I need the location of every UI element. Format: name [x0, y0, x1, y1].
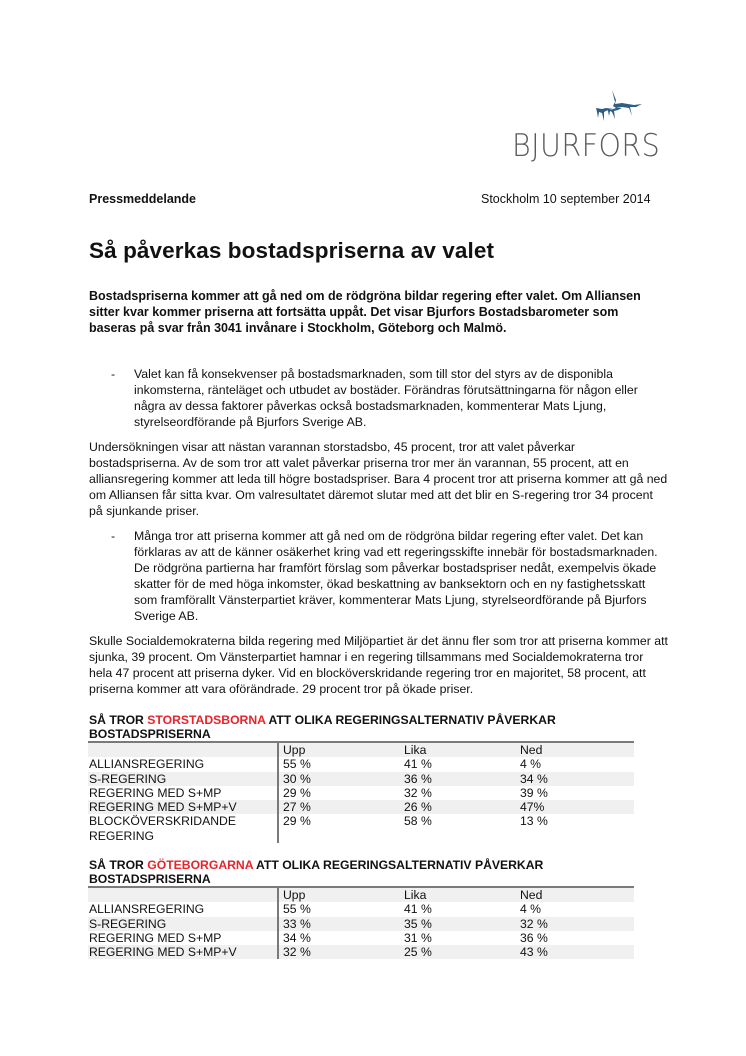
row-label: REGERING MED S+MP — [88, 931, 278, 945]
title-suffix: ATT OLIKA REGERINGSALTERNATIV PÅVERKAR BOSTADSPRISERNA — [89, 713, 556, 741]
header-cell: Upp — [278, 887, 403, 902]
cell-upp: 55 % — [283, 757, 311, 772]
cell-lika: 32 % — [404, 785, 432, 800]
cell-ned: 4 % — [520, 757, 542, 772]
title-prefix: SÅ TROR — [89, 858, 148, 872]
cell-lika: 26 % — [403, 800, 519, 814]
title-suffix: ATT OLIKA REGERINGSALTERNATIV PÅVERKAR BOSTADSPRISERNA — [89, 858, 544, 886]
table-row — [88, 814, 634, 843]
header-cell: Lika — [403, 887, 519, 902]
bullet-dash: - — [111, 529, 116, 543]
row-label: ALLIANSREGERING — [88, 757, 278, 771]
header-cell — [88, 742, 278, 757]
cell-ned: 47% — [519, 800, 634, 814]
cell-lika: 41 % — [404, 757, 432, 772]
cell-upp: 30 % — [278, 772, 403, 786]
cell-ned: 13 % — [520, 814, 548, 829]
table-row — [88, 786, 634, 800]
table-header-row — [88, 887, 634, 902]
title-prefix: SÅ TROR — [89, 713, 148, 727]
bullet-dash: - — [111, 367, 116, 381]
cell-lika: 35 % — [403, 917, 519, 931]
cell-lika: 36 % — [403, 772, 519, 786]
row-label: S-REGERING — [88, 772, 278, 786]
cell-lika: 25 % — [403, 945, 519, 959]
table-row — [88, 800, 634, 814]
table-title — [89, 858, 649, 886]
bullet-text: Många tror att priserna kommer att gå ned om de rödgröna bildar regering efter valet. Det kan förklaras av att de känner osäkerhet kring vad ett regeringsskifte innebär för bostadsmarknaden. De rödgröna partierna har framfört förslag som påverkar bostadspriser nedåt, exempelvis ökade skatter för de med höga inkomster, ökad beskattning av banksektorn och en ny fastighetsskatt som framförallt Vänsterpartiet kräver, kommenterar Mats Ljung, styrelseordförande på Bjurfors Sverige AB. — [134, 529, 658, 623]
row-label: BLOCKÖVERSKRIDANDE REGERING — [88, 814, 278, 843]
survey-table-goteborg — [88, 886, 634, 959]
cell-upp: 33 % — [278, 917, 403, 931]
header-cell: Ned — [519, 742, 634, 757]
title-highlight: STORSTADSBORNA — [147, 713, 266, 727]
bjurfors-logo — [510, 86, 661, 164]
cell-ned: 36 % — [520, 930, 548, 945]
header-cell: Upp — [278, 742, 403, 757]
cell-upp: 29 % — [283, 814, 311, 829]
row-label: REGERING MED S+MP+V — [88, 945, 278, 959]
cell-lika: 31 % — [404, 930, 432, 945]
cell-upp: 55 % — [283, 902, 311, 917]
birds-flying-icon — [592, 88, 654, 126]
cell-lika: 58 % — [404, 814, 432, 829]
table-row — [88, 917, 634, 931]
body-paragraph: Undersökningen visar att nästan varannan storstadsbo, 45 procent, tror att valet påverkar bostadspriserna. Av de som tror att valet påverkar priserna tror mer än varannan, 55 procent, att en alliansregering kommer att leda till högre bostadspriser. Bara 4 procent tror att priserna kommer att gå ned om Alliansen får sitta kvar. Om valresultatet däremot slutar med att det blir en S-regering tror 34 procent på sjunkande priser. — [89, 440, 668, 518]
row-label: REGERING MED S+MP+V — [88, 800, 278, 814]
table-row — [88, 945, 634, 959]
document-type-label: Pressmeddelande — [89, 192, 196, 206]
lead-paragraph: Bostadspriserna kommer att gå ned om de rödgröna bildar regering efter valet. Om Alliansen sitter kvar kommer priserna att fortsätta uppåt. Det visar Bjurfors Bostadsbarometer som baseras på svar från 3041 invånare i Stockholm, Göteborg och Malmö. — [89, 289, 641, 335]
row-label: ALLIANSREGERING — [88, 902, 278, 916]
header-cell: Lika — [403, 742, 519, 757]
cell-lika: 41 % — [404, 902, 432, 917]
cell-ned: 32 % — [519, 917, 634, 931]
quote-bullet — [89, 366, 664, 430]
cell-upp: 27 % — [278, 800, 403, 814]
cell-upp: 34 % — [283, 930, 311, 945]
logo-wordmark: BJURFORS — [512, 128, 661, 164]
row-label: REGERING MED S+MP — [88, 786, 278, 800]
cell-upp: 32 % — [278, 945, 403, 959]
table-row — [88, 772, 634, 786]
table-row — [88, 757, 634, 771]
row-label: S-REGERING — [88, 917, 278, 931]
cell-ned: 43 % — [519, 945, 634, 959]
cell-ned: 4 % — [520, 902, 542, 917]
survey-table-storstad — [88, 741, 634, 843]
table-title — [89, 713, 649, 741]
table-row — [88, 902, 634, 916]
header-cell — [88, 887, 278, 902]
table-header-row — [88, 742, 634, 757]
page-title: Så påverkas bostadspriserna av valet — [89, 238, 495, 263]
place-date: Stockholm 10 september 2014 — [481, 192, 651, 206]
title-highlight: GÖTEBORGARNA — [147, 858, 254, 872]
quote-bullet — [89, 528, 664, 624]
cell-ned: 34 % — [519, 772, 634, 786]
table-row — [88, 931, 634, 945]
bullet-text: Valet kan få konsekvenser på bostadsmarknaden, som till stor del styrs av de disponibla inkomsterna, ränteläget och utbudet av bostäder. Förändras förutsättningarna för någon eller några av dessa faktorer påverkas också bostadsmarknaden, kommenterar Mats Ljung, styrelseordförande på Bjurfors Sverige AB. — [134, 367, 638, 429]
body-paragraph: Skulle Socialdemokraterna bilda regering med Miljöpartiet är det ännu fler som tror att priserna kommer att sjunka, 39 procent. Om Vänsterpartiet hamnar i en regering tillsammans med Socialdemokraterna tror hela 47 procent att priserna dyker. Vid en blocköverskridande regering tror en majoritet, 58 procent, att priserna kommer att vara oförändrade. 29 procent tror på ökade priser. — [89, 634, 668, 696]
cell-ned: 39 % — [520, 785, 548, 800]
cell-upp: 29 % — [283, 785, 311, 800]
header-cell: Ned — [519, 887, 634, 902]
